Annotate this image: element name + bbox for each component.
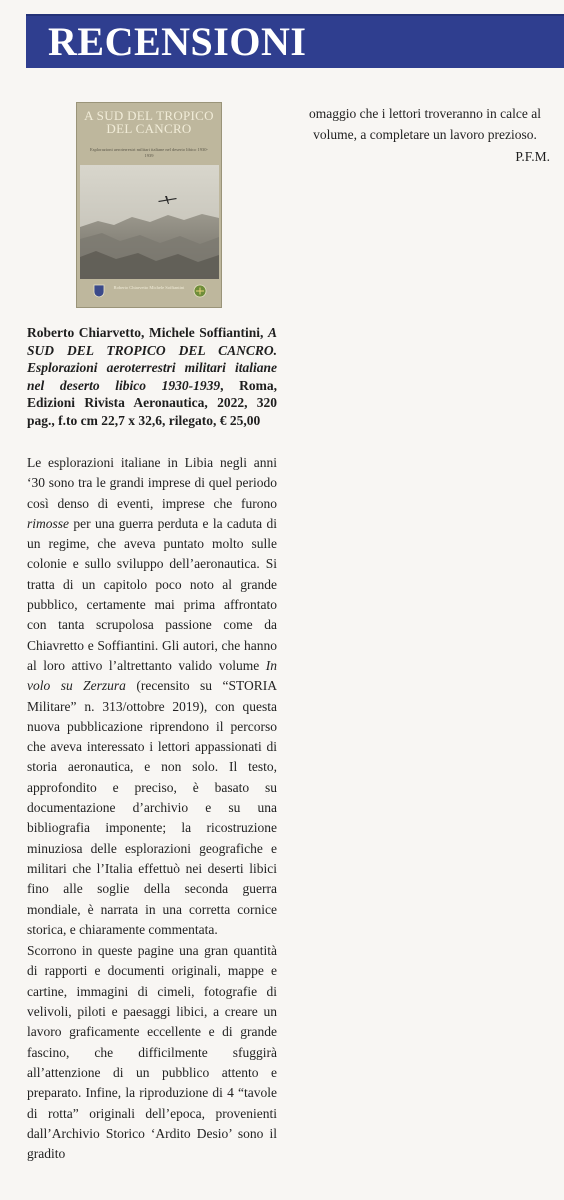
cover-subtitle: Esplorazioni aeroterrestri militari italiane nel deserto libico 1930-1939 [89, 147, 209, 158]
bibliographic-entry [27, 324, 277, 429]
review-paragraph-3: omaggio che i lettori troveranno in calce al volume, a completare un lavoro prezioso. [308, 106, 542, 142]
section-banner [26, 14, 564, 68]
right-column [298, 104, 552, 165]
section-title: RECENSIONI [48, 19, 307, 64]
review-paragraph-1 [27, 453, 277, 940]
cover-landscape-image [80, 165, 219, 279]
review-text: (recensito su “STORIA Militare” n. 313/ottobre 2019), con questa nuova pubblicazione riprendono il percorso che aveva interessato i lettori appassionati di storia aeronautica, e non solo. Il testo, approfondito e preciso, è basato su documentazione d’archivio e su una bibliografia imponente; la ricostruzione minuziosa delle esplorazioni geografiche e militari che l’Italia effettuò nei deserti libici fino alle soglie della seconda guerra mondiale, è narrata in una corretta cornice storica, e chiaramente commentata. [27, 678, 277, 937]
review-paragraph-2: Scorrono in queste pagine una gran quantità di rapporti e documenti originali, mappe e cartine, immagini di cimeli, fotografie di velivoli, piloti e paesaggi libici, a creare un lavoro graficamente eccellente e di grande fascino, che difficilmente sfuggirà all’attenzione di un pubblico attento e preparato. Infine, la riproduzione di 4 “tavole di rotta” originali dell’epoca, provenienti dall’Archivio Storico ‘Ardito Desio’ sono il gradito [27, 943, 277, 1162]
review-emphasis: In volo su Zerzura [27, 657, 277, 694]
bib-details: , Roma, Edizioni Rivista Aeronautica, 2022, 320 pag., f.to cm 22,7 x 32,6, rilegato, € 25,00 [27, 377, 277, 428]
bib-title: A SUD DEL TROPICO DEL CANCRO. Esplorazioni aeroterrestri militari italiane nel deserto libico 1930-1939 [27, 325, 277, 393]
cover-title: A SUD DEL TROPICO DEL CANCRO [84, 108, 214, 136]
left-column [27, 324, 277, 1164]
review-text: per una guerra perduta e la caduta di un regime, che aveva puntato molto sulle colonie e sullo sviluppo dell’aeronautica. Si tratta di un capitolo poco noto al grande pubblico, certamente mai prima affrontato con tanta scrupolosa passione come da Chiavretto e Soffiantini. Gli autori, che hanno al loro attivo l’altrettanto valido volume [27, 515, 277, 673]
book-cover [76, 102, 222, 308]
review-emphasis: rimosse [27, 515, 70, 531]
review-text: Le esplorazioni italiane in Libia negli anni ‘30 sono tra le grandi imprese di quel periodo così denso di eventi, imprese che furono [27, 455, 277, 511]
bib-authors: Roberto Chiarvetto, Michele Soffiantini, [27, 325, 268, 340]
coat-of-arms-icon [93, 284, 105, 298]
cover-authors: Roberto Chiarvetto Michele Soffiantini [113, 285, 185, 290]
review-signature: P.F.M. [515, 149, 550, 164]
aeronautica-badge-icon [193, 284, 207, 298]
